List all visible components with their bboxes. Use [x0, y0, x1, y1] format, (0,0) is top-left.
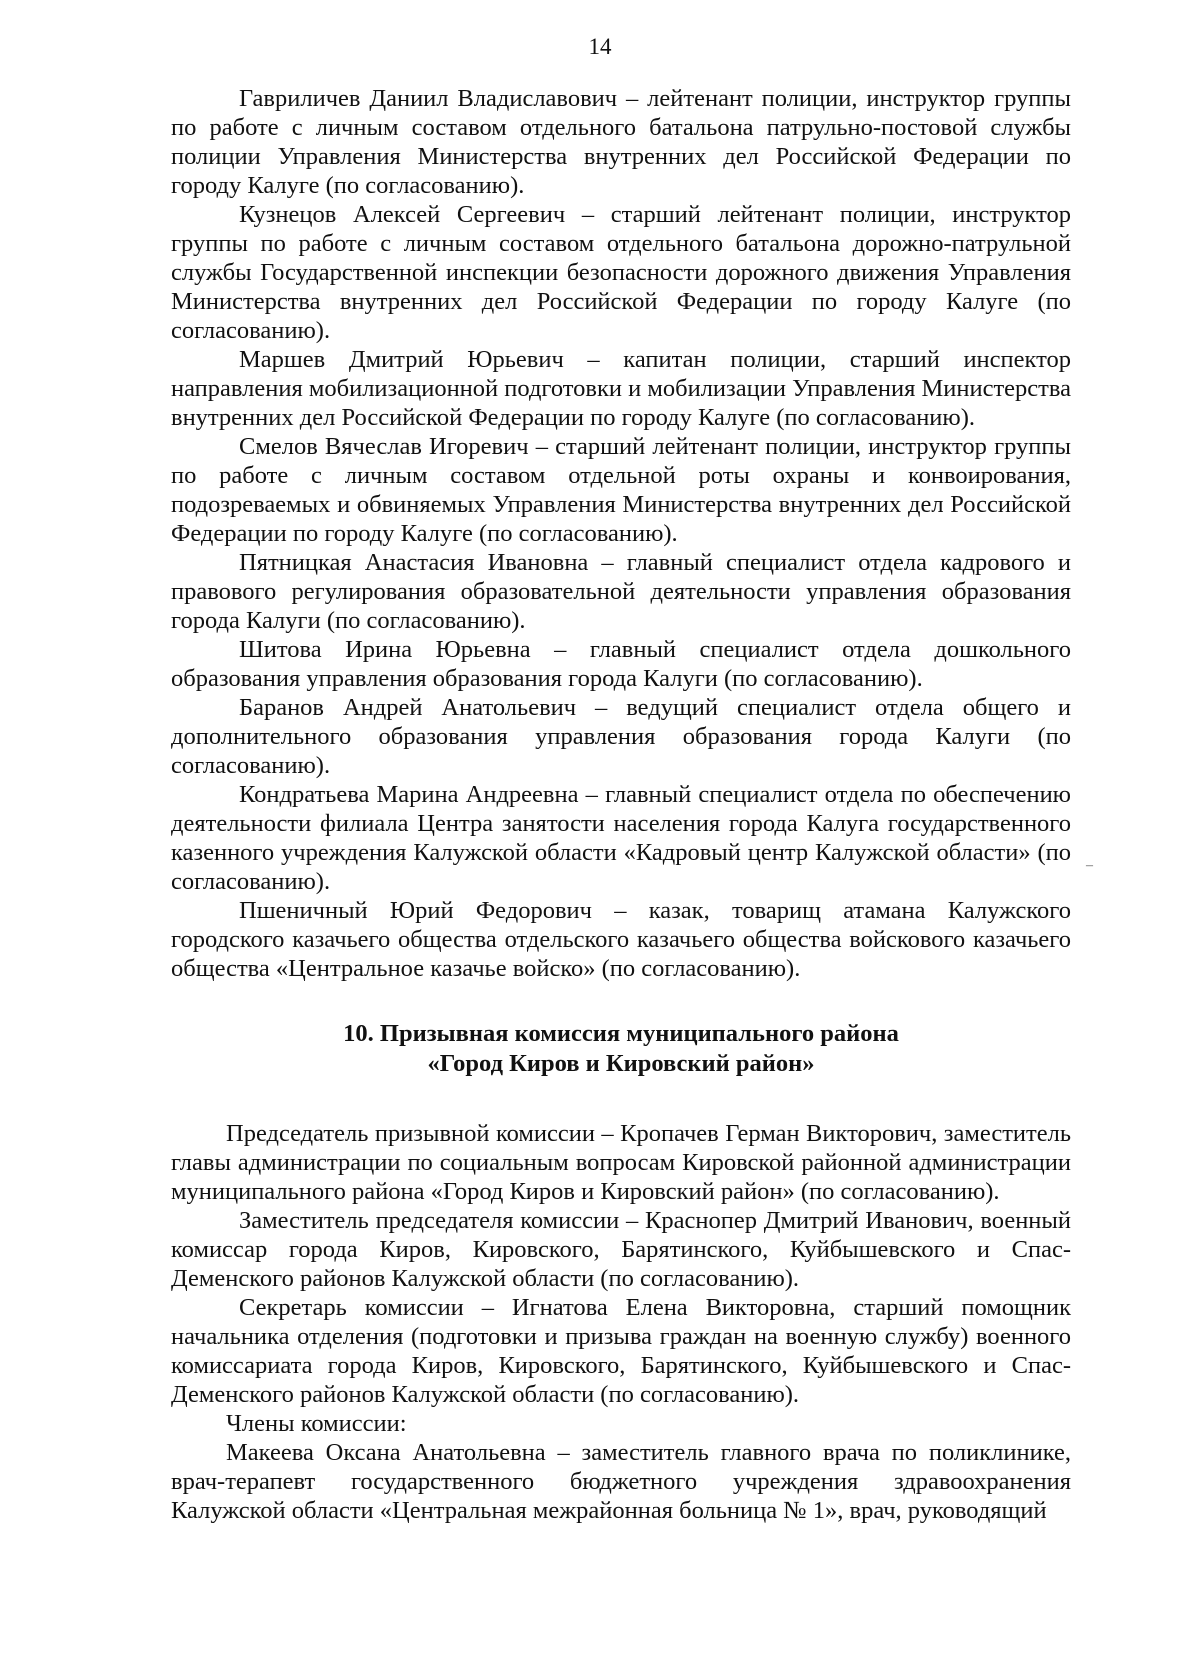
- paragraph-kuznetsov: Кузнецов Алексей Сергеевич – старший лейтенант полиции, инструктор группы по работе с личным составом отдельного батальона дорожно-патрульной службы Государственной инспекции безопасности дорожного движения Управления Министерства внутренних дел Российской Федерации по городу Калуге (по согласованию).: [171, 201, 1071, 344]
- paragraph-pyatnitskaya: Пятницкая Анастасия Ивановна – главный специалист отдела кадрового и правового регулирования образовательной деятельности управления образования города Калуги (по согласованию).: [171, 549, 1071, 634]
- paragraph-secretary: Секретарь комиссии – Игнатова Елена Викторовна, старший помощник начальника отделения (подготовки и призыва граждан на военную службу) военного комиссариата города Киров, Кировского, Барятинского, Куйбышевского и Спас-Деменского районов Калужской области (по согласованию).: [171, 1294, 1071, 1408]
- document-body: [171, 84, 1071, 1525]
- paragraph-members-label: Члены комиссии:: [226, 1410, 407, 1437]
- section-heading: [171, 1019, 1071, 1079]
- paragraph-baranov: Баранов Андрей Анатольевич – ведущий специалист отдела общего и дополнительного образования управления образования города Калуги (по согласованию).: [171, 694, 1071, 779]
- paragraph-shitova: Шитова Ирина Юрьевна – главный специалист отдела дошкольного образования управления образования города Калуги (по согласованию).: [171, 636, 1071, 692]
- paragraph-marshev: Маршев Дмитрий Юрьевич – капитан полиции, старший инспектор направления мобилизационной подготовки и мобилизации Управления Министерства внутренних дел Российской Федерации по городу Калуге (по согласованию).: [171, 346, 1071, 431]
- section-heading-line-1: 10. Призывная комиссия муниципального района: [343, 1020, 899, 1047]
- paragraph-pshenichny: Пшеничный Юрий Федорович – казак, товарищ атамана Калужского городского казачьего общества отдельского казачьего общества войскового казачьего общества «Центральное казачье войско» (по согласованию).: [171, 897, 1071, 982]
- paragraph-makeeva: Макеева Оксана Анатольевна – заместитель главного врача по поликлинике, врач-терапевт государственного бюджетного учреждения здравоохранения Калужской области «Центральная межрайонная больница № 1», врач, руководящий: [171, 1439, 1071, 1524]
- stray-scan-mark: –: [1086, 858, 1093, 873]
- paragraph-kondratyeva: Кондратьева Марина Андреевна – главный специалист отдела по обеспечению деятельности филиала Центра занятости населения города Калуга государственного казенного учреждения Калужской области «Кадровый центр Калужской области» (по согласованию).: [171, 781, 1071, 895]
- paragraph-gavrilichev: Гавриличев Даниил Владиславович – лейтенант полиции, инструктор группы по работе с личным составом отдельного батальона патрульно-постовой службы полиции Управления Министерства внутренних дел Российской Федерации по городу Калуге (по согласованию).: [171, 85, 1071, 199]
- paragraph-chairman: Председатель призывной комиссии – Кропачев Герман Викторович, заместитель главы администрации по социальным вопросам Кировской районной администрации муниципального района «Город Киров и Кировский район» (по согласованию).: [171, 1120, 1071, 1205]
- paragraph-smelov: Смелов Вячеслав Игоревич – старший лейтенант полиции, инструктор группы по работе с личным составом отдельной роты охраны и конвоирования, подозреваемых и обвиняемых Управления Министерства внутренних дел Российской Федерации по городу Калуге (по согласованию).: [171, 433, 1071, 547]
- paragraph-deputy-chairman: Заместитель председателя комиссии – Краснопер Дмитрий Иванович, военный комиссар города Киров, Кировского, Барятинского, Куйбышевского и Спас-Деменского районов Калужской области (по согласованию).: [171, 1207, 1071, 1292]
- page-number: 14: [588, 34, 612, 59]
- section-heading-line-2: «Город Киров и Кировский район»: [427, 1050, 815, 1077]
